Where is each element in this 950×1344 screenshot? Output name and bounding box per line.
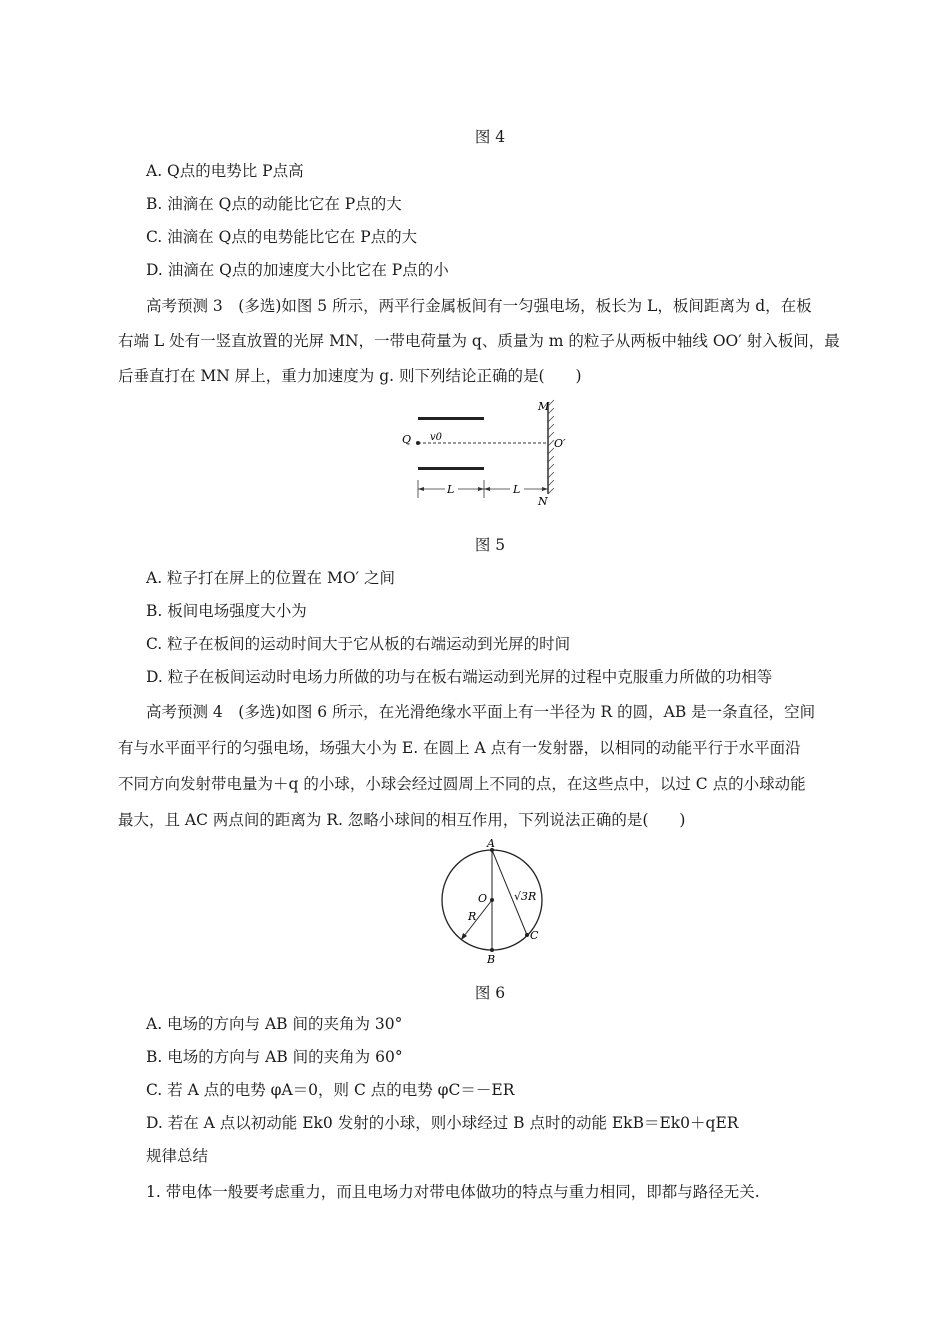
q3-stem-line-3: 后垂直打在 MN 屏上，重力加速度为 g. 则下列结论正确的是( ) — [118, 367, 582, 385]
q3-stem-line-1: 高考预测 3 (多选)如图 5 所示，两平行金属板间有一匀强电场，板长为 L，板间距离为 d，在板 — [146, 297, 812, 315]
upper-plate — [418, 417, 484, 420]
radius-r — [461, 900, 492, 940]
q3-stem-line-2: 右端 L 处有一竖直放置的光屏 MN，一带电荷量为 q、质量为 m 的粒子从两板中轴线 OO′ 射入板间，最 — [118, 332, 840, 350]
q3-option-d: D. 粒子在板间运动时电场力所做的功与在板右端运动到光屏的过程中克服重力所做的功相等 — [146, 668, 773, 686]
label-n: N — [538, 495, 548, 508]
label-m: M — [538, 400, 550, 413]
label-r: R — [468, 910, 477, 923]
q4-option-d: D. 若在 A 点以初动能 Ek0 发射的小球，则小球经过 B 点时的动能 EkB＝Ek0＋qER — [146, 1114, 739, 1132]
label-l-left: L — [447, 483, 455, 496]
q4-option-a: A. 电场的方向与 AB 间的夹角为 30° — [146, 1015, 403, 1033]
label-sqrt3r: √3R — [514, 890, 537, 903]
particle-dot — [416, 441, 420, 445]
label-l-right: L — [513, 483, 521, 496]
label-v0: v0 — [430, 432, 443, 443]
summary-heading: 规律总结 — [146, 1147, 209, 1165]
q3-option-c: C. 粒子在板间的运动时间大于它从板的右端运动到光屏的时间 — [146, 635, 571, 653]
lower-plate — [418, 467, 484, 470]
q4-option-c: C. 若 A 点的电势 φA＝0，则 C 点的电势 φC＝－ER — [146, 1081, 515, 1099]
figure-6-caption: 图 6 — [474, 984, 506, 1002]
q4-stem-line-1: 高考预测 4 (多选)如图 6 所示，在光滑绝缘水平面上有一半径为 R 的圆，AB 是一条直径，空间 — [146, 703, 816, 721]
label-a: A — [487, 838, 495, 850]
q4-stem-line-3: 不同方向发射带电量为＋q 的小球，小球会经过圆周上不同的点，在这些点中，以过 C 点的小球动能 — [118, 775, 806, 793]
figure-4-caption: 图 4 — [474, 128, 506, 146]
q2-option-a: A. Q点的电势比 P点高 — [146, 162, 304, 180]
label-o: O — [478, 892, 488, 905]
q2-option-d: D. 油滴在 Q点的加速度大小比它在 P点的小 — [146, 261, 449, 279]
q4-stem-line-4: 最大，且 AC 两点间的距离为 R. 忽略小球间的相互作用，下列说法正确的是( ) — [118, 811, 686, 829]
figure-5-caption: 图 5 — [474, 536, 506, 554]
label-q: Q — [402, 433, 412, 446]
label-b: B — [487, 953, 496, 966]
q3-option-a: A. 粒子打在屏上的位置在 MO′ 之间 — [146, 569, 395, 587]
q4-option-b: B. 电场的方向与 AB 间的夹角为 60° — [146, 1048, 403, 1066]
summary-item-1: 1. 带电体一般要考虑重力，而且电场力对带电体做功的特点与重力相同，即都与路径无关. — [146, 1183, 760, 1201]
figure-6-diagram — [430, 838, 555, 968]
q2-option-b: B. 油滴在 Q点的动能比它在 P点的大 — [146, 195, 402, 213]
q2-option-c: C. 油滴在 Q点的电势能比它在 P点的大 — [146, 228, 418, 246]
figure-5-diagram — [400, 396, 580, 511]
label-c: C — [530, 929, 539, 942]
q4-stem-line-2: 有与水平面平行的匀强电场，场强大小为 E. 在圆上 A 点有一发射器，以相同的动能平行于水平面沿 — [118, 739, 801, 757]
q3-option-b: B. 板间电场强度大小为 — [146, 602, 307, 620]
label-o-prime: O′ — [554, 437, 566, 450]
